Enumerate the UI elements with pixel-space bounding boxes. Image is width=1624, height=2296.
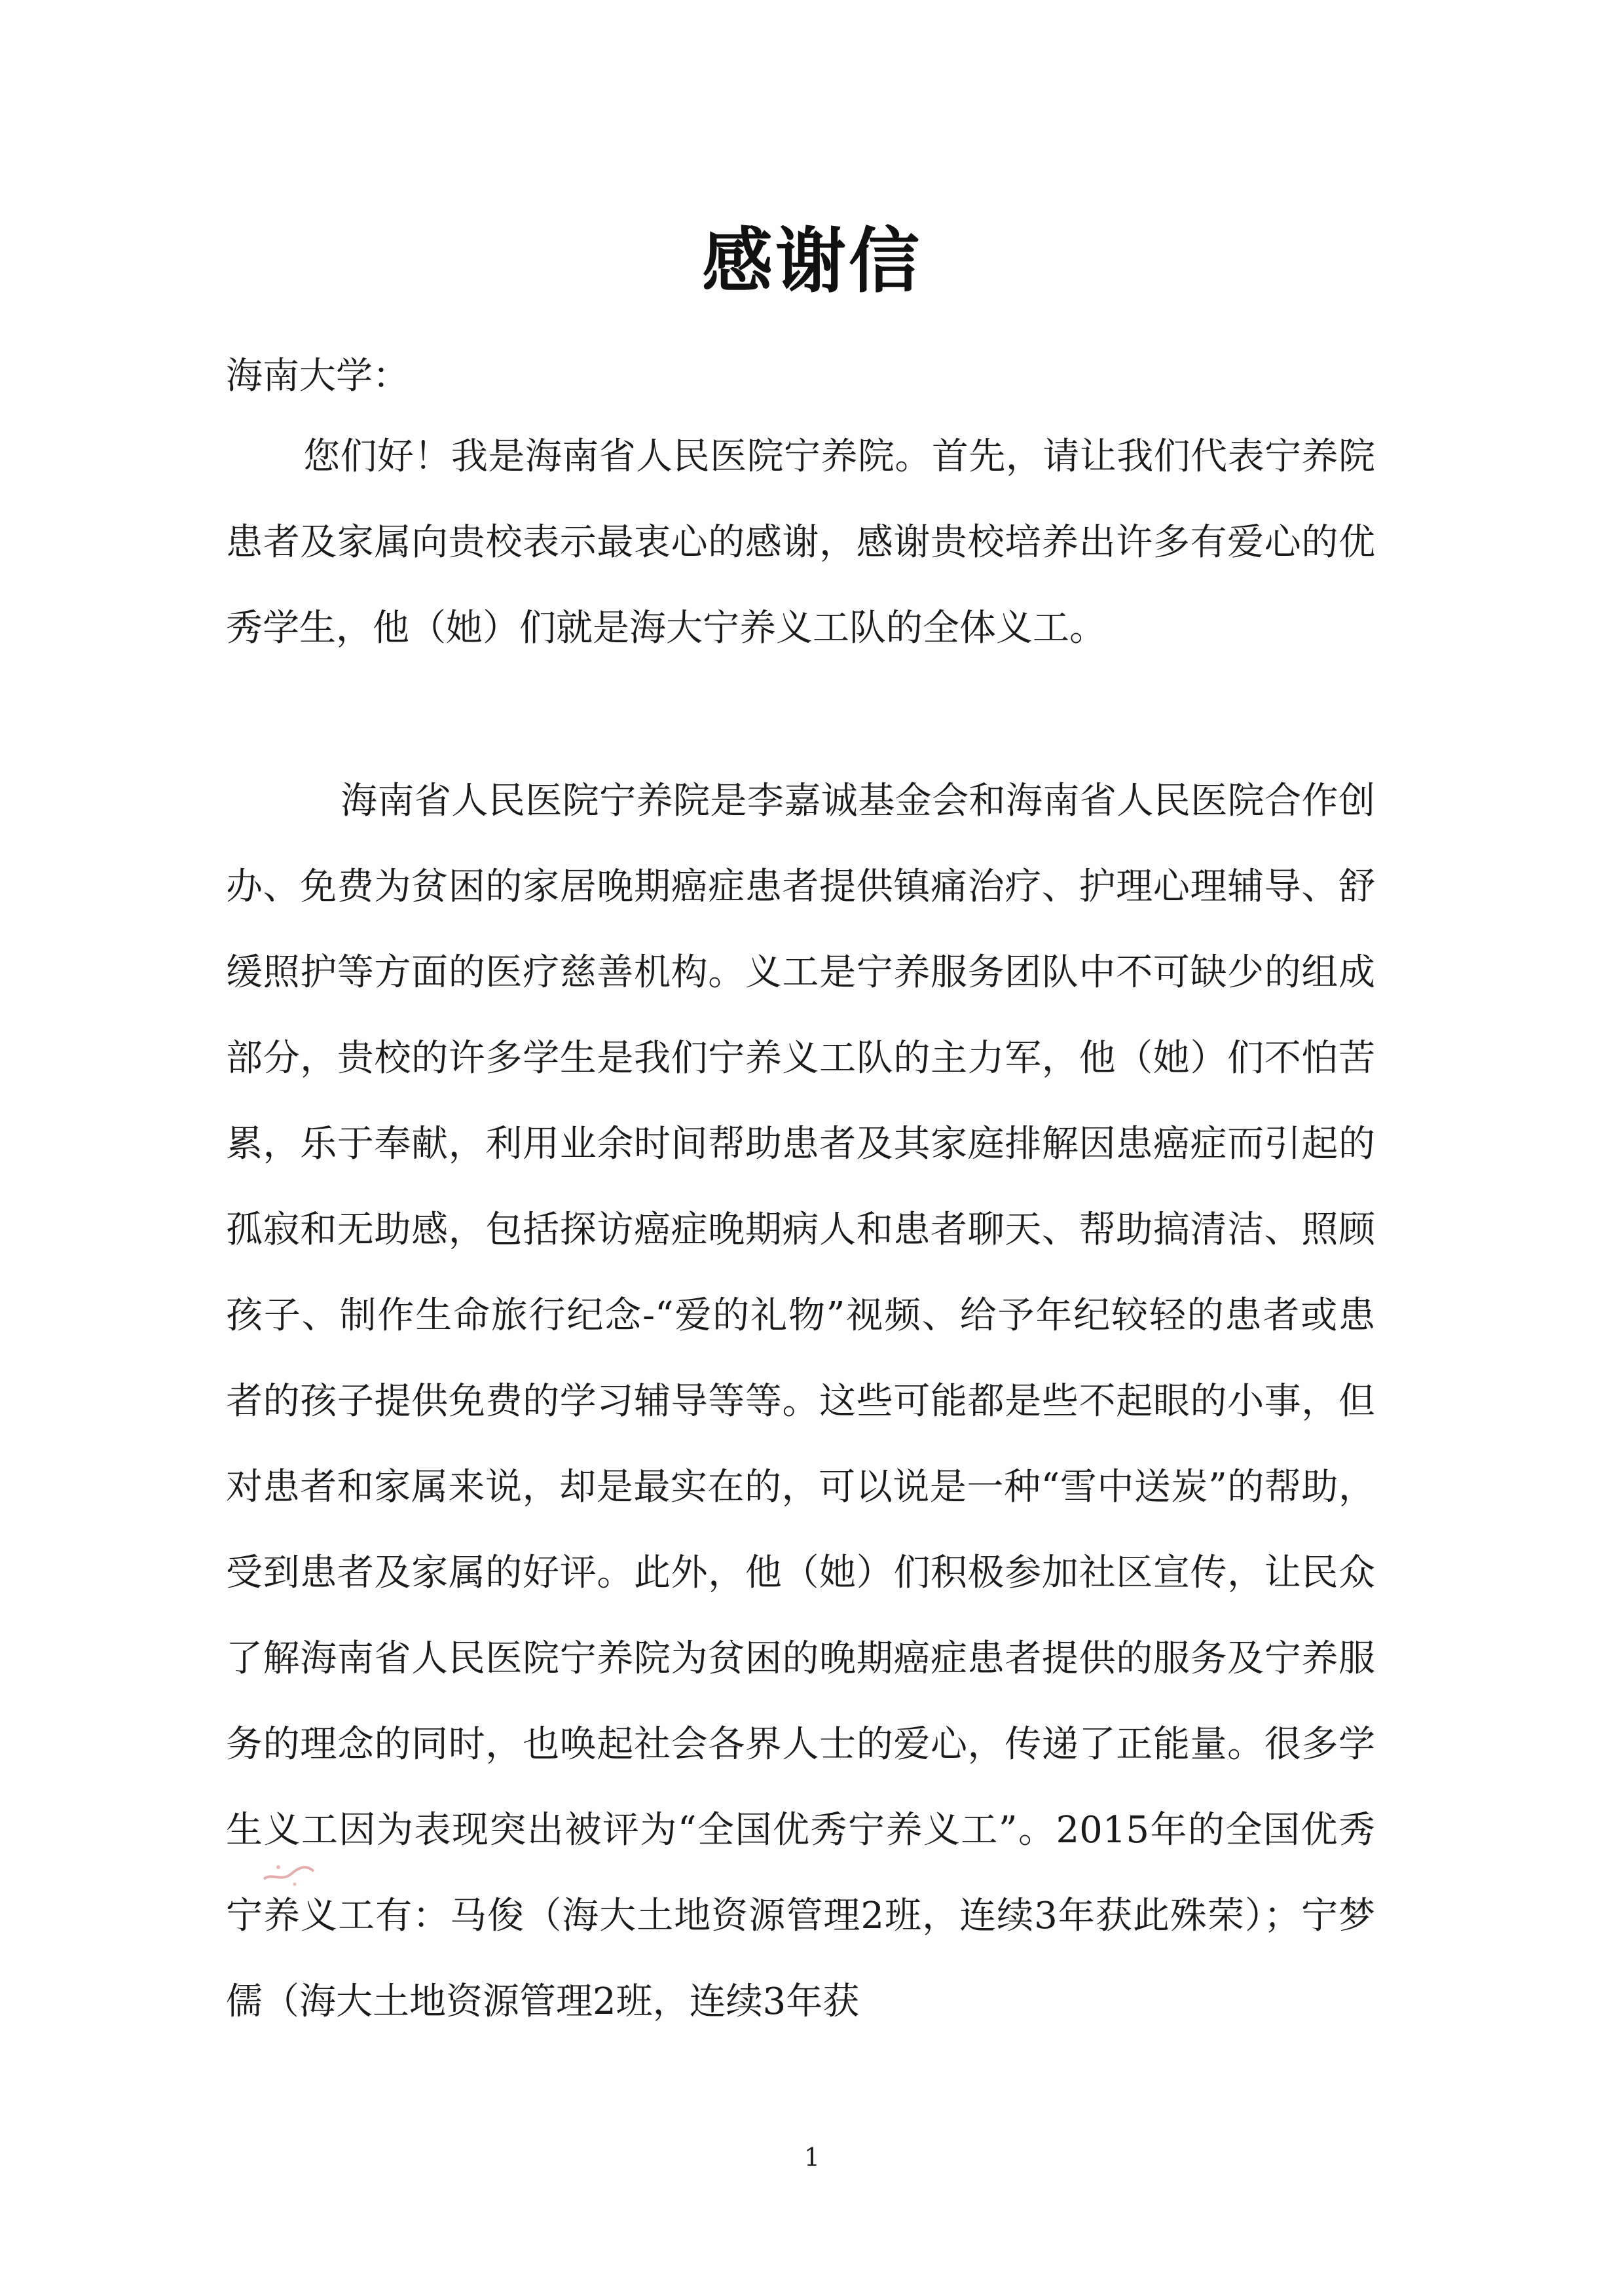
letter-title: 感谢信 (701, 221, 922, 302)
paragraph-hospice-description: 海南省人民医院宁养院是李嘉诚基金会和海南省人民医院合作创办、免费为贫困的家居晚期癌症患者提供镇痛治疗、护理心理辅导、舒缓照护等方面的医疗慈善机构。义工是宁养服务团队中不可缺少的组成部分，贵校的许多学生是我们宁养义工队的主力军，他（她）们不怕苦累，乐于奉献，利用业余时间帮助患者及其家庭排解因患癌症而引起的孤寂和无助感，包括探访癌症晚期病人和患者聊天、帮助搞清洁、照顾孩子、制作生命旅行纪念-“爱的礼物”视频、给予年纪较轻的患者或患者的孩子提供免费的学习辅导等等。这些可能都是些不起眼的小事，但对患者和家属来说，却是最实在的，可以说是一种“雪中送炭”的帮助，受到患者及家属的好评。此外，他（她）们积极参加社区宣传，让民众了解海南省人民医院宁养院为贫困的晚期癌症患者提供的服务及宁养服务的理念的同时，也唤起社会各界人士的爱心，传递了正能量。很多学生义工因为表现突出被评为“全国优秀宁养义工”。2015年的全国优秀宁养义工有：马俊（海大土地资源管理2班，连续3年获此殊荣）；宁梦儒（海大土地资源管理2班，连续3年获 (226, 780, 1375, 2023)
paragraph-greeting: 您们好！我是海南省人民医院宁养院。首先，请让我们代表宁养院患者及家属向贵校表示最衷心的感谢，感谢贵校培养出许多有爱心的优秀学生，他（她）们就是海大宁养义工队的全体义工。 (226, 435, 1375, 649)
salutation: 海南大学： (226, 355, 409, 397)
page-number: 1 (803, 2143, 821, 2172)
stamp-smudge-mark (259, 1853, 318, 1892)
